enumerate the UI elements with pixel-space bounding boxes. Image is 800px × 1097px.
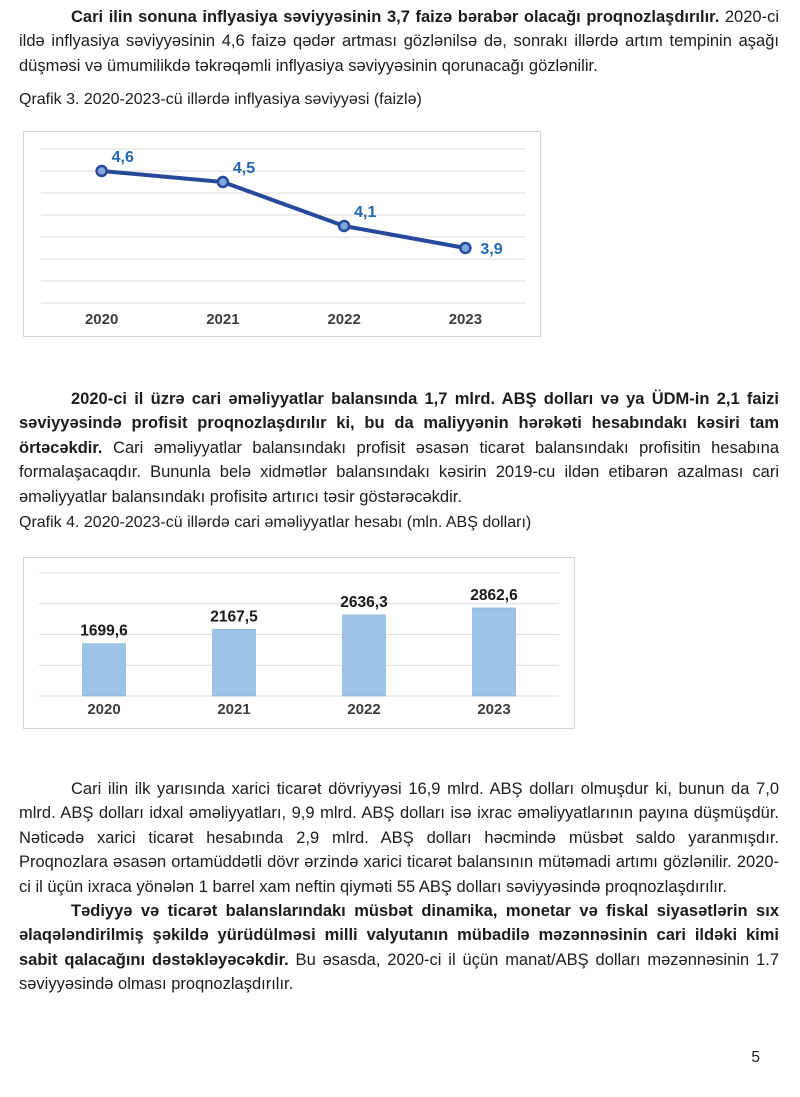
bold-text-segment: 2020-ci il üzrə cari əməliyyatlar balansında 1,7 mlrd. ABŞ dolları və ya ÜDM-in 2,1 faizi səviyyəsində profisit proqnozlaşdırılır ki, bu da maliyyənin hərəkəti hesabındakı kəsiri tam örtəcəkdir. [19,390,779,457]
inflation-line-series [102,171,466,248]
line-data-label-2023: 3,9 [480,241,503,258]
chart3-caption: Qrafik 3. 2020-2023-cü illərdə inflyasiya səviyyəsi (faizlə) [19,91,422,108]
bold-text-segment: Cari ilin sonuna inflyasiya səviyyəsinin 3,7 faizə bərabər olacağı proqnozlaşdırılır. [71,8,720,26]
text-segment: Cari əməliyyatlar balansındakı profisit əsasən ticarət balansındakı profisitin hesabına formalaşacaqdır. Bununla belə xidmətlər balansındakı kəsirin 2019-cu ildən etibarən azalması cari əməliyyatlar balansındakı profisitə artırıcı təsir göstərəcəkdir. [19,438,779,506]
current-account-bar-chart-svg [24,558,574,728]
paragraph-foreign-trade [19,777,779,899]
current-account-bar-chart [23,557,575,729]
x-axis-label-2020: 2020 [84,311,119,328]
line-data-point-2023 [460,243,470,253]
inflation-line-chart [23,131,541,337]
line-data-point-2021 [218,177,228,187]
line-data-label-2020: 4,6 [111,149,134,166]
paragraph-exchange-rate [19,899,779,997]
x-axis-label-2023: 2023 [448,311,483,328]
bar-data-label-2021: 2167,5 [210,608,258,626]
paragraph-current-account [19,387,779,509]
bar-2022 [343,615,386,696]
text-segment: Bu əsasda, 2020-ci il üçün manat/ABŞ dolları məzənnəsinin 1.7 səviyyəsində olması proqnozlaşdırılır. [19,950,780,994]
line-data-label-2022: 4,1 [354,204,377,221]
bold-text-segment: Tədiyyə və ticarət balanslarındakı müsbət dinamika, monetar və fiskal siyasətlərin sıx əlaqələndirilmiş şəkildə yürüdülməsi milli valyutanın mübadilə məzənnəsinin cari ildəki kimi sabit qalacağını dəstəkləyəcəkdir. [19,902,779,969]
x-axis-label-2021: 2021 [206,311,240,328]
paragraph-inflation-forecast [19,5,779,78]
bar-data-label-2022: 2636,3 [340,593,388,611]
line-data-point-2020 [97,166,107,176]
line-data-label-2021: 4,5 [232,160,256,177]
line-data-point-2022 [339,221,349,231]
bar-data-label-2020: 1699,6 [80,622,128,640]
x-axis-label-2023: 2023 [477,701,511,718]
bar-data-label-2023: 2862,6 [470,586,518,604]
x-axis-label-2022: 2022 [327,311,361,328]
bottom-text-block [19,777,779,997]
bar-2021 [213,629,256,696]
text-segment: 2020-ci ildə inflyasiya səviyyəsinin 4,6 faizə qədər artması gözlənilsə də, sonrakı illərdə artım tempinin aşağı düşməsi və ümumilikdə təkrəqəmli inflyasiya səviyyəsinin qorunacağı gözlənilir. [19,8,779,75]
bar-2023 [473,608,516,696]
inflation-line-chart-svg [24,132,540,336]
x-axis-label-2020: 2020 [87,701,121,718]
page-number: 5 [751,1049,760,1066]
bar-2020 [83,644,126,696]
text-segment: Cari ilin ilk yarısında xarici ticarət dövriyyəsi 16,9 mlrd. ABŞ dolları olmuşdur ki, bunun da 7,0 mlrd. ABŞ dolları idxal əməliyyatları, 9,9 mlrd. ABŞ dolları isə ixrac əməliyyatlarının payına düşmüşdür. Nəticədə xarici ticarət hesabında 2,9 mlrd. ABŞ dolları həcmində müsbət saldo yaranmışdır. Proqnozlara əsasən ortamüddətli dövr ərzində xarici ticarət balansının mütəmadi artımı gözlənilir. 2020-ci il üçün ixraca yönələn 1 barrel xam neftin qiyməti 55 ABŞ dolları səviyyəsində proqnozlaşdırılır. [19,780,779,896]
x-axis-label-2022: 2022 [347,701,381,718]
x-axis-label-2021: 2021 [217,701,251,718]
chart4-caption: Qrafik 4. 2020-2023-cü illərdə cari əməliyyatlar hesabı (mln. ABŞ dolları) [19,514,532,531]
